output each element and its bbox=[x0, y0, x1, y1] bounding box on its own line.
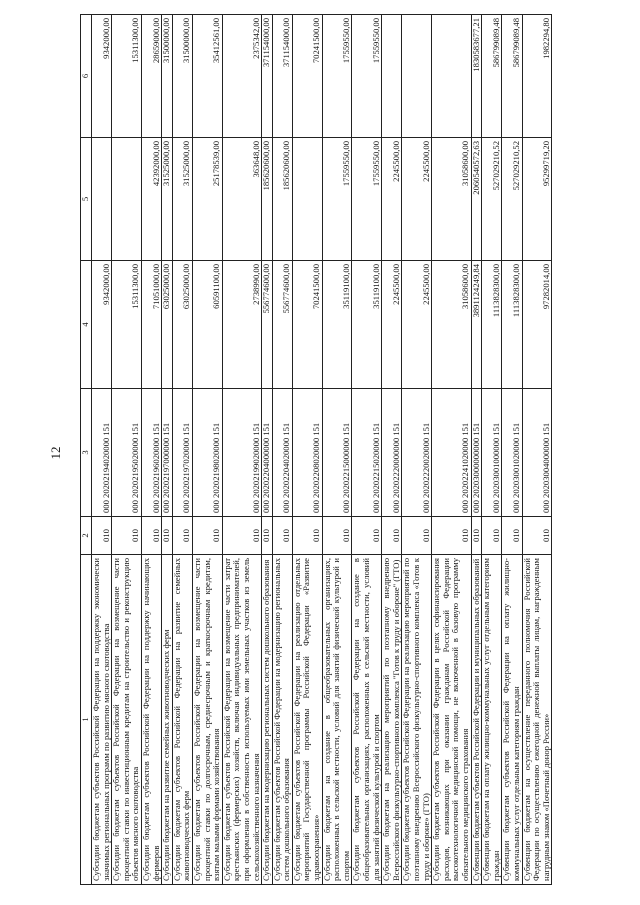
row-col6-cell: 17559550,00 bbox=[352, 15, 382, 138]
page-number: 12 bbox=[48, 446, 63, 460]
row-kbk-cell: 000 20203001000000 151 bbox=[482, 389, 502, 517]
row-col6-cell: 1830583677,21 bbox=[471, 15, 482, 138]
row-total-cell: 3891124249,84 bbox=[471, 261, 482, 389]
row-col5-cell: 527029210,52 bbox=[502, 138, 522, 261]
row-code-cell: 010 bbox=[402, 517, 432, 555]
row-col6-cell: 70241500,00 bbox=[292, 15, 322, 138]
row-total-cell: 63025000,00 bbox=[172, 261, 192, 389]
row-total-cell: 71051000,00 bbox=[141, 261, 161, 389]
table-row bbox=[222, 15, 261, 885]
row-col5-cell bbox=[112, 138, 142, 261]
row-col6-cell: 9342000,00 bbox=[92, 15, 112, 138]
row-name-cell: Субсидии бюджетам субъектов Российской Федерации на модернизацию региональных систем дошкольного образования bbox=[272, 555, 292, 885]
table-row bbox=[292, 15, 322, 885]
row-col6-cell: 1982294,80 bbox=[522, 15, 552, 138]
table-row bbox=[352, 15, 382, 885]
table-body bbox=[92, 15, 552, 885]
table-row bbox=[262, 15, 273, 885]
row-code-cell: 010 bbox=[352, 517, 382, 555]
row-kbk-cell: 000 20202220020000 151 bbox=[402, 389, 432, 517]
row-col5-cell bbox=[292, 138, 322, 261]
row-name-cell: Субвенции бюджетам субъектов Российской Федерации и муниципальных образований bbox=[471, 555, 482, 885]
col-header-col5: 5 bbox=[81, 138, 92, 261]
row-total-cell: 2245500,00 bbox=[402, 261, 432, 389]
row-col5-cell: 527029210,52 bbox=[482, 138, 502, 261]
row-total-cell: 97282014,00 bbox=[522, 261, 552, 389]
row-name-cell: Субвенции бюджетам на оплату жилищно-коммунальных услуг отдельным категориям граждан bbox=[482, 555, 502, 885]
row-col6-cell: 371154000,00 bbox=[262, 15, 273, 138]
row-col5-cell: 95299719,20 bbox=[522, 138, 552, 261]
row-code-cell: 010 bbox=[272, 517, 292, 555]
row-kbk-cell: 000 20202197020000 151 bbox=[172, 389, 192, 517]
row-code-cell: 010 bbox=[471, 517, 482, 555]
row-code-cell: 010 bbox=[112, 517, 142, 555]
row-total-cell: 35119100,00 bbox=[322, 261, 352, 389]
row-col6-cell bbox=[402, 15, 432, 138]
row-total-cell: 556774600,00 bbox=[262, 261, 273, 389]
row-name-cell: Субсидии бюджетам субъектов Российской Федерации на реализацию мероприятий по поэтапному внедрению Всероссийского физкультурно-спортивного комплекса «Готов к труду и обороне» (ГТО) bbox=[402, 555, 432, 885]
budget-table bbox=[80, 14, 552, 885]
row-name-cell: Субсидии бюджетам субъектов Российской Федерации на поддержку начинающих фермеров bbox=[141, 555, 161, 885]
row-name-cell: Субсидии бюджетам субъектов Российской Федерации на поддержку экономически значимых региональных программ по развитию мясного скотоводства bbox=[92, 555, 112, 885]
row-total-cell: 9342000,00 bbox=[92, 261, 112, 389]
row-col6-cell: 35412561,00 bbox=[192, 15, 222, 138]
table-row bbox=[502, 15, 522, 885]
table-row bbox=[432, 15, 471, 885]
row-kbk-cell: 000 20202197000000 151 bbox=[162, 389, 173, 517]
col-header-total: 4 bbox=[81, 261, 92, 389]
col-header-name: 1 bbox=[81, 555, 92, 885]
row-col6-cell: 2375342,00 bbox=[222, 15, 261, 138]
row-kbk-cell: 000 20202195020000 151 bbox=[112, 389, 142, 517]
row-col6-cell: 371154000,00 bbox=[272, 15, 292, 138]
row-col5-cell: 2060540572,63 bbox=[471, 138, 482, 261]
row-code-cell: 010 bbox=[322, 517, 352, 555]
row-col5-cell: 17559550,00 bbox=[352, 138, 382, 261]
rotated-sheet bbox=[80, 15, 625, 885]
row-kbk-cell: 000 20202215000000 151 bbox=[322, 389, 352, 517]
row-col5-cell: 42392000,00 bbox=[141, 138, 161, 261]
table-row bbox=[482, 15, 502, 885]
row-kbk-cell: 000 20203001020000 151 bbox=[502, 389, 522, 517]
row-col5-cell: 363648,00 bbox=[222, 138, 261, 261]
row-col5-cell: 31058600,00 bbox=[432, 138, 471, 261]
row-col5-cell: 185620600,00 bbox=[272, 138, 292, 261]
row-kbk-cell: 000 20202196020000 151 bbox=[141, 389, 161, 517]
row-code-cell: 010 bbox=[141, 517, 161, 555]
row-code-cell: 010 bbox=[222, 517, 261, 555]
table-row bbox=[112, 15, 142, 885]
row-total-cell: 1113828300,00 bbox=[482, 261, 502, 389]
row-kbk-cell: 000 20202199020000 151 bbox=[222, 389, 261, 517]
table-row bbox=[172, 15, 192, 885]
row-total-cell: 556774600,00 bbox=[272, 261, 292, 389]
row-total-cell: 31058600,00 bbox=[432, 261, 471, 389]
row-name-cell: Субсидии бюджетам на создание в общеобразовательных организациях, расположенных в сельской местности, условий для занятий физической культурой и спортом bbox=[322, 555, 352, 885]
table-row bbox=[141, 15, 161, 885]
row-name-cell: Субвенции бюджетам субъектов Российской Федерации на оплату жилищно-коммунальных услуг отдельным категориям граждан bbox=[502, 555, 522, 885]
table-row bbox=[382, 15, 402, 885]
row-name-cell: Субсидии бюджетам субъектов Российской Федерации на возмещение части процентной ставки по долгосрочным, среднесрочным и краткосрочным кредитам, взятым малыми формами хозяйствования bbox=[192, 555, 222, 885]
row-name-cell: Субвенции бюджетам на осуществление переданного полномочия Российской Федерации по осуществлению ежегодной денежной выплаты лицам, награжденным нагрудным знаком «Почетный донор России» bbox=[522, 555, 552, 885]
row-code-cell: 010 bbox=[162, 517, 173, 555]
row-name-cell: Субсидии бюджетам субъектов Российской Федерации на развитие семейных животноводческих ферм bbox=[172, 555, 192, 885]
row-code-cell: 010 bbox=[192, 517, 222, 555]
row-kbk-cell: 000 20202241020000 151 bbox=[432, 389, 471, 517]
col-header-kbk: 3 bbox=[81, 389, 92, 517]
row-name-cell: Субсидии бюджетам субъектов Российской Федерации на возмещение части затрат крестьянских (фермерских) хозяйств, включая индивидуальных предпринимателей, при оформлении в собственность используемых ими земельных участков из земель сельскохозяйственного назначения bbox=[222, 555, 261, 885]
row-col5-cell bbox=[92, 138, 112, 261]
row-col5-cell: 2245500,00 bbox=[402, 138, 432, 261]
table-row bbox=[162, 15, 173, 885]
row-kbk-cell: 000 20202215020000 151 bbox=[352, 389, 382, 517]
row-total-cell: 2245500,00 bbox=[382, 261, 402, 389]
row-kbk-cell: 000 20202194020000 151 bbox=[92, 389, 112, 517]
row-code-cell: 010 bbox=[172, 517, 192, 555]
row-kbk-cell: 000 20202198020000 151 bbox=[192, 389, 222, 517]
row-col5-cell: 2245500,00 bbox=[382, 138, 402, 261]
row-code-cell: 010 bbox=[382, 517, 402, 555]
row-col5-cell: 25178539,00 bbox=[192, 138, 222, 261]
row-col6-cell bbox=[432, 15, 471, 138]
row-code-cell: 010 bbox=[432, 517, 471, 555]
row-kbk-cell: 000 20203004000000 151 bbox=[522, 389, 552, 517]
table-row bbox=[92, 15, 112, 885]
row-total-cell: 15311300,00 bbox=[112, 261, 142, 389]
row-col5-cell: 31525000,00 bbox=[162, 138, 173, 261]
col-header-col6: 6 bbox=[81, 15, 92, 138]
row-name-cell: Субсидии бюджетам на развитие семейных животноводческих ферм bbox=[162, 555, 173, 885]
table-row bbox=[471, 15, 482, 885]
table-row bbox=[192, 15, 222, 885]
header-row bbox=[81, 15, 92, 885]
row-name-cell: Субсидии бюджетам субъектов Российской Федерации в целях софинансирования расходов, возникающих при оказании гражданам Российской Федерации высокотехнологичной медицинской помощи, не включенной в базовую программу обязательного медицинского страхования bbox=[432, 555, 471, 885]
row-code-cell: 010 bbox=[502, 517, 522, 555]
table-row bbox=[522, 15, 552, 885]
row-col5-cell: 185620600,00 bbox=[262, 138, 273, 261]
row-kbk-cell: 000 20203000000000 151 bbox=[471, 389, 482, 517]
row-col6-cell: 28659000,00 bbox=[141, 15, 161, 138]
row-total-cell: 63025000,00 bbox=[162, 261, 173, 389]
col-header-code: 2 bbox=[81, 517, 92, 555]
row-kbk-cell: 000 20202204020000 151 bbox=[272, 389, 292, 517]
row-code-cell: 010 bbox=[262, 517, 273, 555]
row-col6-cell: 586799089,48 bbox=[482, 15, 502, 138]
row-kbk-cell: 000 20202220000000 151 bbox=[382, 389, 402, 517]
row-total-cell: 1113828300,00 bbox=[502, 261, 522, 389]
row-col6-cell: 17559550,00 bbox=[322, 15, 352, 138]
row-total-cell: 35119100,00 bbox=[352, 261, 382, 389]
row-code-cell: 010 bbox=[292, 517, 322, 555]
row-total-cell: 70241500,00 bbox=[292, 261, 322, 389]
table-row bbox=[272, 15, 292, 885]
table-row bbox=[322, 15, 352, 885]
row-col5-cell: 31525000,00 bbox=[172, 138, 192, 261]
row-name-cell: Субсидии бюджетам на модернизацию региональных систем дошкольного образования bbox=[262, 555, 273, 885]
row-col6-cell: 31500000,00 bbox=[172, 15, 192, 138]
row-col6-cell bbox=[382, 15, 402, 138]
row-kbk-cell: 000 20202208020000 151 bbox=[292, 389, 322, 517]
row-code-cell: 010 bbox=[522, 517, 552, 555]
row-total-cell: 60591100,00 bbox=[192, 261, 222, 389]
row-col6-cell: 586799089,48 bbox=[502, 15, 522, 138]
row-col6-cell: 15311300,00 bbox=[112, 15, 142, 138]
row-code-cell: 010 bbox=[92, 517, 112, 555]
row-kbk-cell: 000 20202204000000 151 bbox=[262, 389, 273, 517]
row-name-cell: Субсидии бюджетам субъектов Российской Федерации на реализацию отдельных мероприятий Государственной программы Российской Федерации «Развитие здравоохранения» bbox=[292, 555, 322, 885]
row-col6-cell: 31500000,00 bbox=[162, 15, 173, 138]
row-name-cell: Субсидии бюджетам субъектов Российской Федерации на создание в общеобразовательных организациях, расположенных в сельской местности, условий для занятий физической культурой и спортом bbox=[352, 555, 382, 885]
row-name-cell: Субсидии бюджетам на реализацию мероприятий по поэтапному внедрению Всероссийского физкультурно-спортивного комплекса "Готов к труду и обороне" (ГТО) bbox=[382, 555, 402, 885]
row-col5-cell: 17559550,00 bbox=[322, 138, 352, 261]
row-code-cell: 010 bbox=[482, 517, 502, 555]
row-name-cell: Субсидии бюджетам субъектов Российской Федерации на возмещение части процентной ставки по инвестиционным кредитам на строительство и реконструкцию объектов мясного скотоводства bbox=[112, 555, 142, 885]
row-total-cell: 2738990,00 bbox=[222, 261, 261, 389]
table-row bbox=[402, 15, 432, 885]
